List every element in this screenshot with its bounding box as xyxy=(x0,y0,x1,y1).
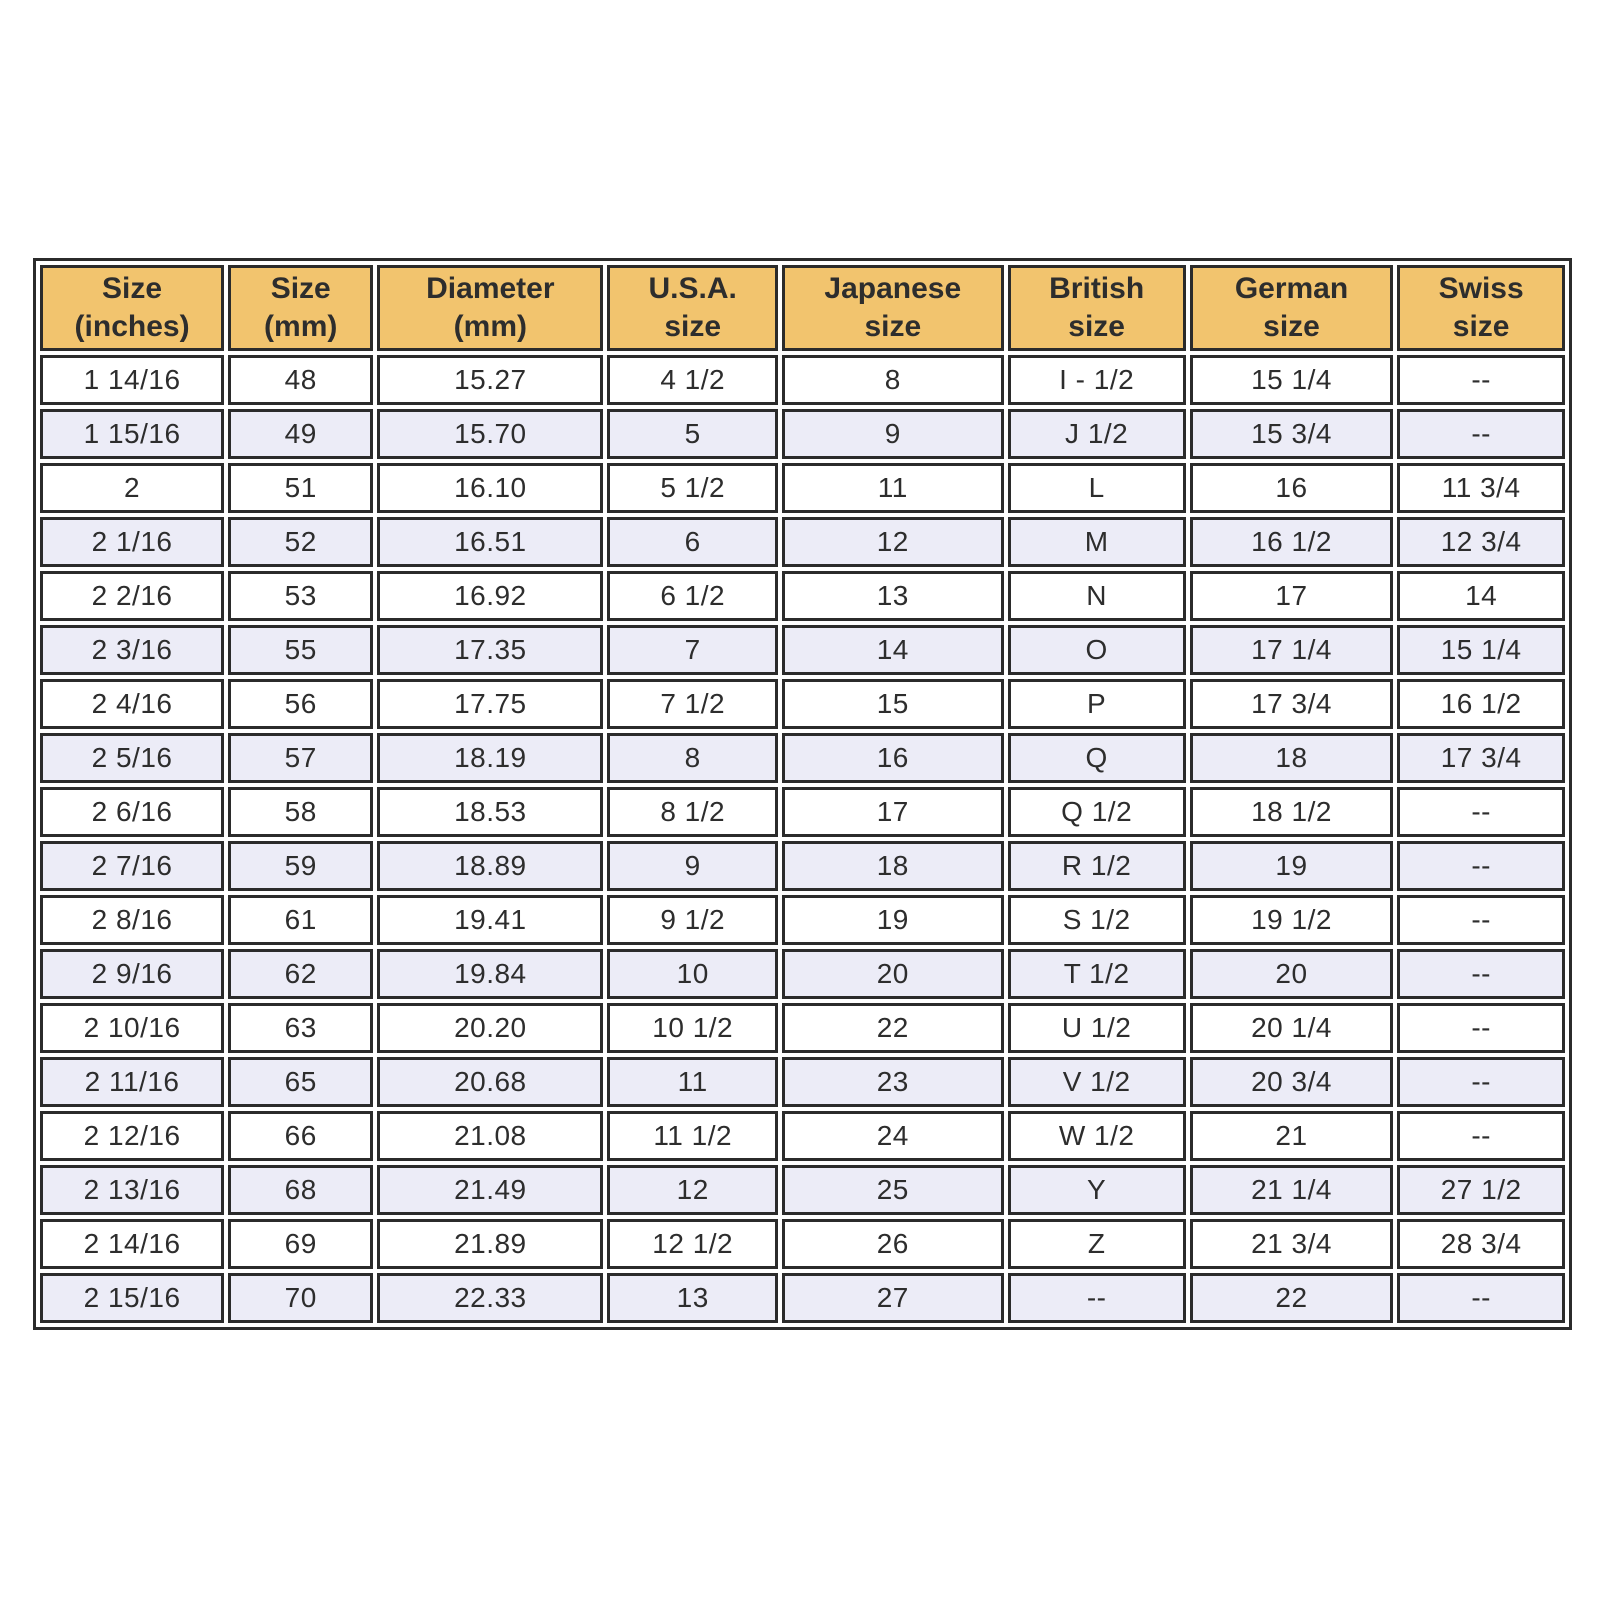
cell-size-mm: 68 xyxy=(228,1165,373,1215)
column-header-line1: Size xyxy=(102,271,163,305)
cell-swiss-size: -- xyxy=(1397,1273,1565,1323)
cell-british-size: -- xyxy=(1008,1273,1186,1323)
cell-british-size: V 1/2 xyxy=(1008,1057,1186,1107)
cell-size-inches: 2 5/16 xyxy=(40,733,224,783)
cell-diameter-mm: 18.89 xyxy=(377,841,603,891)
cell-size-mm: 63 xyxy=(228,1003,373,1053)
cell-german-size: 20 xyxy=(1190,949,1394,999)
cell-usa-size: 9 1/2 xyxy=(607,895,778,945)
cell-german-size: 21 1/4 xyxy=(1190,1165,1394,1215)
cell-british-size: Q 1/2 xyxy=(1008,787,1186,837)
cell-size-inches: 2 2/16 xyxy=(40,571,224,621)
cell-swiss-size: 12 3/4 xyxy=(1397,517,1565,567)
cell-diameter-mm: 21.49 xyxy=(377,1165,603,1215)
cell-size-inches: 2 6/16 xyxy=(40,787,224,837)
cell-japanese-size: 8 xyxy=(782,355,1004,405)
table-row xyxy=(40,895,1565,945)
cell-diameter-mm: 17.75 xyxy=(377,679,603,729)
cell-diameter-mm: 19.84 xyxy=(377,949,603,999)
column-header-line2: (mm) xyxy=(264,310,338,343)
cell-size-inches: 2 9/16 xyxy=(40,949,224,999)
cell-japanese-size: 26 xyxy=(782,1219,1004,1269)
ring-size-conversion-table xyxy=(33,258,1572,1330)
table-row xyxy=(40,1111,1565,1161)
cell-german-size: 16 xyxy=(1190,463,1394,513)
table-row xyxy=(40,463,1565,513)
cell-diameter-mm: 16.92 xyxy=(377,571,603,621)
cell-british-size: P xyxy=(1008,679,1186,729)
cell-swiss-size: -- xyxy=(1397,787,1565,837)
cell-size-mm: 51 xyxy=(228,463,373,513)
cell-usa-size: 10 xyxy=(607,949,778,999)
column-header-line2: (mm) xyxy=(453,310,528,343)
cell-usa-size: 7 1/2 xyxy=(607,679,778,729)
cell-diameter-mm: 17.35 xyxy=(377,625,603,675)
cell-size-inches: 2 xyxy=(40,463,224,513)
cell-size-inches: 2 14/16 xyxy=(40,1219,224,1269)
table-row xyxy=(40,571,1565,621)
cell-german-size: 18 xyxy=(1190,733,1394,783)
column-header-line2: size xyxy=(1068,310,1125,343)
cell-british-size: W 1/2 xyxy=(1008,1111,1186,1161)
cell-swiss-size: -- xyxy=(1397,895,1565,945)
cell-usa-size: 5 1/2 xyxy=(607,463,778,513)
cell-size-mm: 70 xyxy=(228,1273,373,1323)
cell-british-size: R 1/2 xyxy=(1008,841,1186,891)
cell-usa-size: 13 xyxy=(607,1273,778,1323)
cell-size-mm: 58 xyxy=(228,787,373,837)
cell-british-size: Z xyxy=(1008,1219,1186,1269)
cell-size-mm: 59 xyxy=(228,841,373,891)
cell-british-size: T 1/2 xyxy=(1008,949,1186,999)
cell-usa-size: 4 1/2 xyxy=(607,355,778,405)
cell-usa-size: 11 xyxy=(607,1057,778,1107)
table-row xyxy=(40,733,1565,783)
cell-japanese-size: 19 xyxy=(782,895,1004,945)
column-header-japanese-size xyxy=(782,265,1004,351)
cell-japanese-size: 14 xyxy=(782,625,1004,675)
table-row xyxy=(40,1165,1565,1215)
cell-size-inches: 2 12/16 xyxy=(40,1111,224,1161)
cell-japanese-size: 23 xyxy=(782,1057,1004,1107)
column-header-size-inches xyxy=(40,265,224,351)
table-row xyxy=(40,1057,1565,1107)
cell-japanese-size: 9 xyxy=(782,409,1004,459)
cell-british-size: S 1/2 xyxy=(1008,895,1186,945)
cell-japanese-size: 18 xyxy=(782,841,1004,891)
cell-size-mm: 66 xyxy=(228,1111,373,1161)
table-row xyxy=(40,625,1565,675)
cell-british-size: N xyxy=(1008,571,1186,621)
cell-diameter-mm: 21.08 xyxy=(377,1111,603,1161)
cell-swiss-size: 14 xyxy=(1397,571,1565,621)
cell-size-inches: 2 1/16 xyxy=(40,517,224,567)
cell-size-inches: 2 3/16 xyxy=(40,625,224,675)
cell-japanese-size: 22 xyxy=(782,1003,1004,1053)
cell-swiss-size: -- xyxy=(1397,355,1565,405)
cell-diameter-mm: 18.53 xyxy=(377,787,603,837)
table-header-row xyxy=(40,265,1565,351)
cell-swiss-size: 27 1/2 xyxy=(1397,1165,1565,1215)
cell-swiss-size: 28 3/4 xyxy=(1397,1219,1565,1269)
column-header-line2: size xyxy=(1452,310,1510,343)
cell-british-size: I - 1/2 xyxy=(1008,355,1186,405)
cell-german-size: 22 xyxy=(1190,1273,1394,1323)
table-row xyxy=(40,1003,1565,1053)
column-header-size-mm xyxy=(228,265,373,351)
column-header-line1: British xyxy=(1049,271,1145,305)
cell-british-size: U 1/2 xyxy=(1008,1003,1186,1053)
table-row xyxy=(40,1219,1565,1269)
column-header-line1: Swiss xyxy=(1438,271,1524,305)
cell-german-size: 21 xyxy=(1190,1111,1394,1161)
cell-swiss-size: 11 3/4 xyxy=(1397,463,1565,513)
cell-japanese-size: 16 xyxy=(782,733,1004,783)
cell-size-mm: 48 xyxy=(228,355,373,405)
table-row xyxy=(40,949,1565,999)
cell-german-size: 18 1/2 xyxy=(1190,787,1394,837)
cell-swiss-size: 16 1/2 xyxy=(1397,679,1565,729)
cell-size-mm: 57 xyxy=(228,733,373,783)
cell-size-inches: 1 15/16 xyxy=(40,409,224,459)
cell-size-mm: 49 xyxy=(228,409,373,459)
cell-diameter-mm: 15.27 xyxy=(377,355,603,405)
cell-diameter-mm: 16.10 xyxy=(377,463,603,513)
cell-size-inches: 2 8/16 xyxy=(40,895,224,945)
cell-german-size: 20 1/4 xyxy=(1190,1003,1394,1053)
table-body xyxy=(40,355,1565,1323)
cell-swiss-size: 15 1/4 xyxy=(1397,625,1565,675)
cell-british-size: L xyxy=(1008,463,1186,513)
cell-size-mm: 52 xyxy=(228,517,373,567)
cell-diameter-mm: 20.20 xyxy=(377,1003,603,1053)
cell-size-inches: 2 13/16 xyxy=(40,1165,224,1215)
cell-usa-size: 12 1/2 xyxy=(607,1219,778,1269)
cell-usa-size: 12 xyxy=(607,1165,778,1215)
column-header-line2: size xyxy=(864,310,922,343)
cell-german-size: 17 3/4 xyxy=(1190,679,1394,729)
column-header-line1: U.S.A. xyxy=(648,271,737,305)
cell-german-size: 17 xyxy=(1190,571,1394,621)
cell-usa-size: 8 xyxy=(607,733,778,783)
cell-size-inches: 1 14/16 xyxy=(40,355,224,405)
column-header-line2: (inches) xyxy=(74,310,190,343)
cell-diameter-mm: 22.33 xyxy=(377,1273,603,1323)
column-header-swiss-size xyxy=(1397,265,1565,351)
cell-swiss-size: -- xyxy=(1397,841,1565,891)
cell-japanese-size: 13 xyxy=(782,571,1004,621)
cell-size-inches: 2 7/16 xyxy=(40,841,224,891)
cell-size-mm: 62 xyxy=(228,949,373,999)
column-header-british-size xyxy=(1008,265,1186,351)
cell-german-size: 21 3/4 xyxy=(1190,1219,1394,1269)
cell-size-mm: 53 xyxy=(228,571,373,621)
cell-japanese-size: 20 xyxy=(782,949,1004,999)
cell-diameter-mm: 21.89 xyxy=(377,1219,603,1269)
table-row xyxy=(40,355,1565,405)
table-row xyxy=(40,841,1565,891)
table-row xyxy=(40,787,1565,837)
cell-british-size: Q xyxy=(1008,733,1186,783)
cell-diameter-mm: 15.70 xyxy=(377,409,603,459)
cell-german-size: 20 3/4 xyxy=(1190,1057,1394,1107)
cell-swiss-size: -- xyxy=(1397,409,1565,459)
column-header-line2: size xyxy=(664,310,722,343)
cell-japanese-size: 12 xyxy=(782,517,1004,567)
cell-german-size: 19 xyxy=(1190,841,1394,891)
cell-diameter-mm: 16.51 xyxy=(377,517,603,567)
cell-german-size: 17 1/4 xyxy=(1190,625,1394,675)
cell-german-size: 16 1/2 xyxy=(1190,517,1394,567)
cell-british-size: M xyxy=(1008,517,1186,567)
cell-diameter-mm: 20.68 xyxy=(377,1057,603,1107)
column-header-line2: size xyxy=(1263,310,1320,343)
table-row xyxy=(40,409,1565,459)
cell-japanese-size: 15 xyxy=(782,679,1004,729)
column-header-usa-size xyxy=(607,265,778,351)
cell-swiss-size: -- xyxy=(1397,1057,1565,1107)
cell-usa-size: 7 xyxy=(607,625,778,675)
cell-german-size: 19 1/2 xyxy=(1190,895,1394,945)
cell-usa-size: 8 1/2 xyxy=(607,787,778,837)
cell-usa-size: 11 1/2 xyxy=(607,1111,778,1161)
cell-usa-size: 6 xyxy=(607,517,778,567)
table-row xyxy=(40,679,1565,729)
cell-size-mm: 69 xyxy=(228,1219,373,1269)
cell-british-size: Y xyxy=(1008,1165,1186,1215)
cell-usa-size: 10 1/2 xyxy=(607,1003,778,1053)
column-header-line1: German xyxy=(1234,271,1349,305)
cell-size-mm: 56 xyxy=(228,679,373,729)
cell-swiss-size: -- xyxy=(1397,1003,1565,1053)
cell-size-inches: 2 15/16 xyxy=(40,1273,224,1323)
cell-german-size: 15 1/4 xyxy=(1190,355,1394,405)
cell-size-inches: 2 10/16 xyxy=(40,1003,224,1053)
column-header-line1: Size xyxy=(270,271,331,305)
cell-size-mm: 61 xyxy=(228,895,373,945)
cell-diameter-mm: 18.19 xyxy=(377,733,603,783)
cell-british-size: J 1/2 xyxy=(1008,409,1186,459)
column-header-diameter-mm xyxy=(377,265,603,351)
cell-british-size: O xyxy=(1008,625,1186,675)
cell-usa-size: 5 xyxy=(607,409,778,459)
cell-swiss-size: -- xyxy=(1397,1111,1565,1161)
cell-japanese-size: 25 xyxy=(782,1165,1004,1215)
ring-size-conversion-table-container xyxy=(33,258,1572,1330)
cell-japanese-size: 11 xyxy=(782,463,1004,513)
column-header-line1: Japanese xyxy=(824,271,962,305)
table-header xyxy=(40,265,1565,351)
cell-size-inches: 2 4/16 xyxy=(40,679,224,729)
table-row xyxy=(40,517,1565,567)
cell-size-mm: 55 xyxy=(228,625,373,675)
column-header-german-size xyxy=(1190,265,1394,351)
cell-size-mm: 65 xyxy=(228,1057,373,1107)
cell-usa-size: 9 xyxy=(607,841,778,891)
cell-german-size: 15 3/4 xyxy=(1190,409,1394,459)
cell-usa-size: 6 1/2 xyxy=(607,571,778,621)
cell-size-inches: 2 11/16 xyxy=(40,1057,224,1107)
table-row xyxy=(40,1273,1565,1323)
cell-japanese-size: 27 xyxy=(782,1273,1004,1323)
column-header-line1: Diameter xyxy=(426,271,555,305)
cell-swiss-size: 17 3/4 xyxy=(1397,733,1565,783)
cell-japanese-size: 24 xyxy=(782,1111,1004,1161)
cell-diameter-mm: 19.41 xyxy=(377,895,603,945)
cell-japanese-size: 17 xyxy=(782,787,1004,837)
cell-swiss-size: -- xyxy=(1397,949,1565,999)
